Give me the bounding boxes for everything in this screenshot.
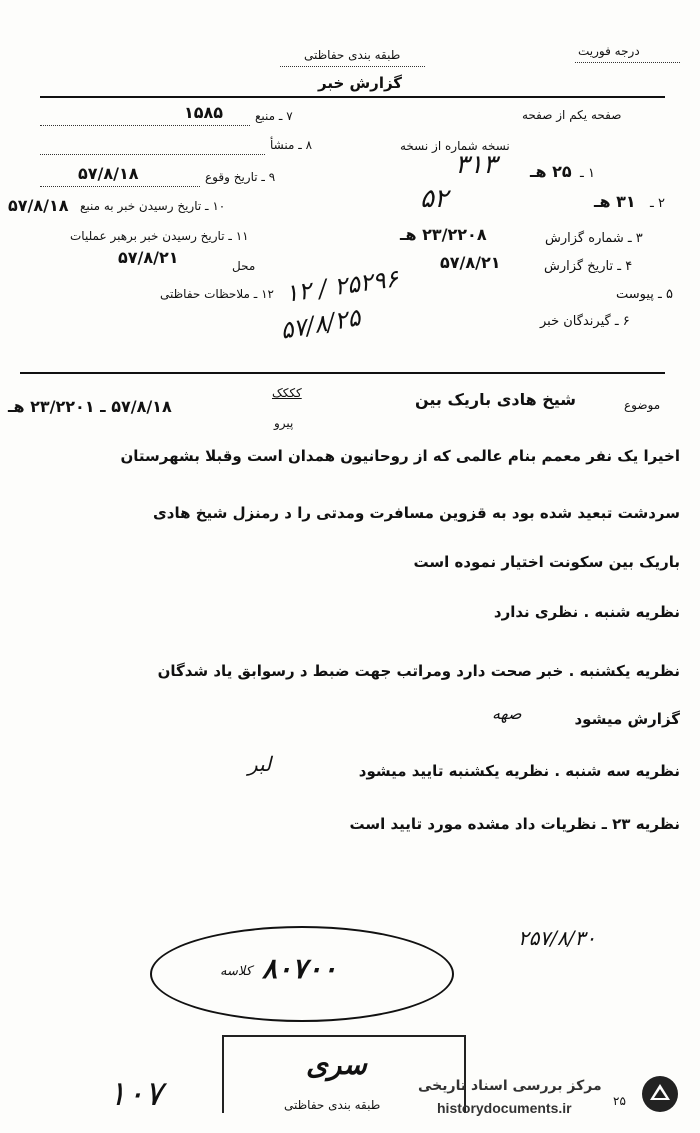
source-value: ۱۵۸۵ <box>184 103 224 122</box>
remarks-label: ۱۲ ـ ملاحظات حفاظتی <box>160 287 274 301</box>
received-by-source-label: ۱۰ ـ تاریخ رسیدن خبر به منبع <box>80 199 226 213</box>
subject-value: شیخ هادی باریک بین <box>415 390 577 409</box>
source-label: ۷ ـ منبع <box>255 109 293 123</box>
classification-line <box>280 66 425 67</box>
oval-number: ۸۰۷۰۰ <box>262 952 338 985</box>
body-line-4: نظریه شنبه . نظری ندارد <box>493 603 680 621</box>
reference-mark: کککک <box>272 386 302 400</box>
body-line-6: گزارش میشود <box>574 710 680 728</box>
remarks-handwritten-2: ۵۷/۸/۲۵ <box>278 303 363 345</box>
stamp-text: سری <box>306 1048 367 1081</box>
report-date-label: ۴ ـ تاریخ گزارش <box>544 259 633 274</box>
row2-handwritten: ۵۲ <box>420 184 448 214</box>
copy-label: نسخه شماره از نسخه <box>400 139 510 153</box>
ops-place-label: محل <box>232 259 256 273</box>
row1-handwritten: ۳۱۳ <box>455 150 497 180</box>
page-prefix: ۲۵ <box>613 1094 626 1108</box>
oval-prefix: کلاسه <box>220 964 252 979</box>
received-by-ops-label: ۱۱ ـ تاریخ رسیدن خبر برهبر عملیات <box>70 229 249 243</box>
body-line-5: نظریه یکشنبه . خبر صحت دارد ومراتب جهت ضبط د رسوابق یاد شدگان <box>157 662 680 680</box>
origin-label: ۸ ـ منشأ <box>270 138 313 152</box>
received-by-source-value: ۵۷/۸/۱۸ <box>8 196 69 215</box>
classification-top: طبقه بندی حفاظتی <box>304 48 401 62</box>
occurrence-date-label: ۹ ـ تاریخ وقوع <box>205 170 276 184</box>
row1-value: ۲۵ هـ <box>530 162 572 181</box>
row1-label: ۱ ـ <box>580 166 595 181</box>
subject-label: موضوع <box>624 398 661 412</box>
body-line-7-initial: لبر <box>248 752 272 776</box>
occurrence-date-value: ۵۷/۸/۱۸ <box>78 164 139 183</box>
reference-sub: پیرو <box>274 416 294 430</box>
reference-value: ۵۷/۸/۱۸ ـ ۲۳/۲۲۰۱ هـ <box>8 397 172 416</box>
body-line-8: نظریه ۲۳ ـ نظریات داد مشده مورد تایید است <box>349 815 680 833</box>
handwritten-date: ۲۵۷/۸/۳۰ <box>518 926 596 950</box>
report-no-label: ۳ ـ شماره گزارش <box>545 231 643 246</box>
row2-value: ۳۱ هـ <box>594 192 636 211</box>
received-by-ops-value: ۵۷/۸/۲۱ <box>118 248 179 267</box>
classification-bottom: طبقه بندی حفاظتی <box>284 1098 381 1112</box>
priority-line <box>575 62 680 63</box>
occurrence-line <box>40 186 200 187</box>
body-line-6-initial: صهه <box>492 704 522 723</box>
body-line-3: باریک بین سکونت اختیار نموده است <box>413 553 680 571</box>
archive-logo-icon <box>640 1074 680 1114</box>
recipients-label: ۶ ـ گیرندگان خبر <box>540 314 630 329</box>
header-rule <box>40 96 665 98</box>
page-number-hand: ۱۰۷ <box>108 1074 163 1114</box>
body-line-7: نظریه سه شنبه . نظریه یکشنبه تایید میشود <box>358 762 680 780</box>
watermark-title: مرکز بررسی اسناد تاریخی <box>418 1078 602 1094</box>
watermark-url: historydocuments.ir <box>437 1100 572 1116</box>
source-line <box>40 125 250 126</box>
body-line-2: سردشت تبعید شده بود به قزوین مسافرت ومدتی را د رمنزل شیخ هادی <box>153 504 680 522</box>
subject-rule <box>20 372 665 374</box>
remarks-handwritten-1: ۲۵۲۹۶ / ۱۲ <box>283 264 400 308</box>
report-date-value: ۵۷/۸/۲۱ <box>440 253 501 272</box>
origin-line <box>40 154 265 155</box>
attachment-label: ۵ ـ پیوست <box>616 287 673 302</box>
doc-title: گزارش خبر <box>318 74 403 92</box>
body-line-1: اخیرا یک نفر معمم بنام عالمی که از روحانیون همدان است وقبلا بشهرستان <box>120 447 680 465</box>
page-label: صفحه یکم از صفحه <box>522 108 622 122</box>
report-no-value: ۲۳/۲۲۰۸ هـ <box>400 225 487 244</box>
row2-label: ۲ ـ <box>650 196 665 211</box>
priority-label: درجه فوریت <box>578 44 640 58</box>
